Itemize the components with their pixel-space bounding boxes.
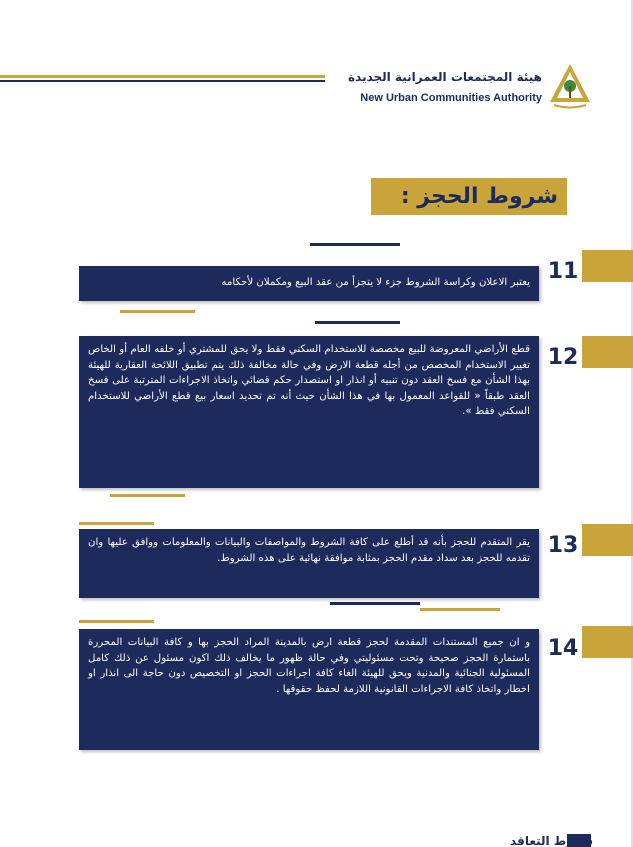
- section-title: شروط الحجز :: [400, 184, 558, 209]
- card-accent: [120, 310, 195, 313]
- item-tab: [582, 336, 633, 368]
- condition-card: يعتبر الاعلان وكراسة الشروط جزء لا يتجزأ من عقد البيع ومكملان لأحكامه: [79, 266, 539, 301]
- item-number: 14: [547, 636, 579, 661]
- header-rule-navy: [0, 80, 325, 82]
- card-accent: [79, 522, 154, 525]
- card-accent: [310, 243, 400, 246]
- org-name-english: New Urban Communities Authority: [360, 92, 542, 104]
- item-number: 12: [547, 345, 579, 370]
- item-number: 13: [547, 533, 579, 558]
- nuca-logo-icon: [548, 62, 592, 110]
- card-accent: [110, 494, 185, 497]
- item-tab: [582, 250, 633, 282]
- item-number: 11: [547, 259, 579, 284]
- item-tab: [582, 626, 633, 658]
- header-rule-gold: [0, 75, 325, 78]
- card-accent: [315, 321, 400, 324]
- footer-title: شروط التعاقد: [510, 834, 593, 847]
- item-tab: [582, 524, 633, 556]
- condition-card: قطع الأراضي المعروضة للبيع مخصصة للاستخدام السكني فقط ولا يحق للمشتري أو خلفه العام أو الخاص تغيير الاستخدام المخصص من أجله قطعة الارض وفي حالة مخالفة ذلك يتم تطبيق اللائحة العقارية للهيئة بهذا الشأن مع فسخ العقد دون تنبيه أو انذار او استصدار حكم قضائي واتخاذ الاجراءات المترتبة على فسخ العقد طبقاً « للقواعد المعمول بها في هذا الشأن حيث أنه تم تحديد اسعار بيع قطع الأراضي للاستخدام السكني فقط ».: [79, 336, 539, 488]
- card-accent: [420, 608, 500, 611]
- condition-card: و ان جميع المستندات المقدمة لحجز قطعة ارض بالمدينة المراد الحجز بها و كافة البيانات المحررة باستمارة الحجز صحيحة وتحت مسئوليتي وفي حالة ظهور ما يخالف ذلك اكون مسئول عن ذلك كامل المسئولية الجنائية والمدنية ويحق للهيئة الغاء كافة اجراءات الحجز او التخصيص دون حاجة الى انذار او اخطار واتخاذ كافة الاجراءات القانونية اللازمة لحفظ حقوقها .: [79, 629, 539, 750]
- org-name-arabic: هيئة المجتمعات العمرانية الجديدة: [348, 70, 542, 84]
- card-accent: [79, 620, 154, 623]
- card-accent: [330, 602, 420, 605]
- condition-card: يقر المتقدم للحجز بأنه قد أطلع على كافة الشروط والمواصفات والبيانات والمعلومات ووافق عليها وان تقدمه للحجز بعد سداد مقدم الحجز بمثابة موافقة نهائية على هذه الشروط.: [79, 529, 539, 598]
